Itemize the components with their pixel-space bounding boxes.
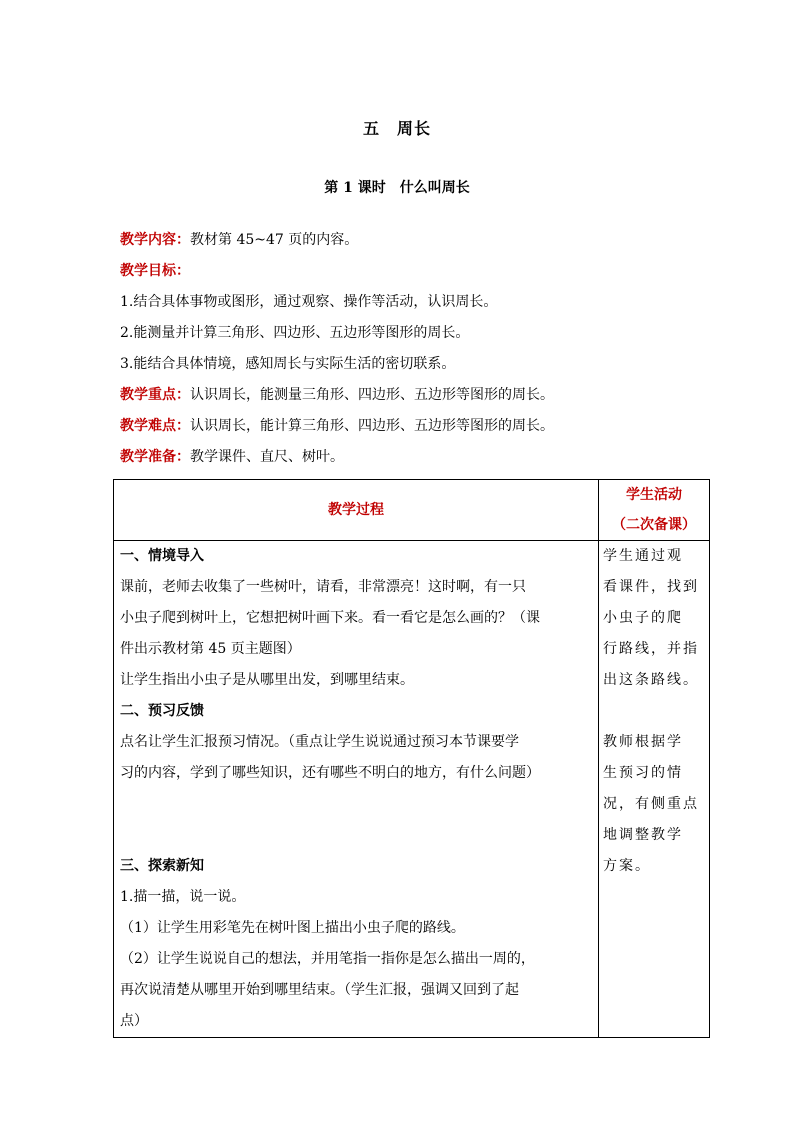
goals-line: [120, 261, 190, 281]
prep-label: 教学准备：: [120, 449, 190, 465]
key-label: 教学重点：: [120, 387, 190, 403]
prep-line: [120, 447, 344, 467]
content-text: 教材第 45~47 页的内容。: [190, 232, 359, 248]
process-line: 让学生指出小虫子是从哪里出发，到哪里结束。: [120, 672, 414, 688]
content-label: 教学内容：: [120, 232, 190, 248]
prep-text: 教学课件、直尺、树叶。: [190, 449, 344, 465]
difficulty-label: 教学难点：: [120, 418, 190, 434]
goal-item: 1.结合具体事物或图形，通过观察、操作等活动，认识周长。: [120, 294, 498, 310]
lesson-table: [113, 479, 710, 1038]
content-line: [120, 230, 358, 250]
process-cell: [114, 541, 599, 1038]
activity-header-line2: （二次备课）: [612, 517, 696, 533]
process-line: 点名让学生汇报预习情况。（重点让学生说说通过预习本节课要学: [120, 734, 519, 750]
activity-header-line1: 学生活动: [626, 487, 682, 503]
process-line: 件出示教材第 45 页主题图）: [120, 641, 301, 657]
process-line: 点）: [120, 1013, 148, 1029]
difficulty-text: 认识周长，能计算三角形、四边形、五边形等图形的周长。: [190, 418, 554, 434]
activity-line: 况，有侧重点: [603, 796, 699, 812]
key-line: [120, 385, 554, 405]
goal-item: 3.能结合具体情境，感知周长与实际生活的密切联系。: [120, 356, 456, 372]
lesson-title: 第 1 课时 什么叫周长: [324, 180, 470, 196]
activity-line: 方案。: [603, 858, 651, 874]
process-line: 习的内容，学到了哪些知识，还有哪些不明白的地方，有什么问题）: [120, 765, 540, 781]
activity-column-header: [599, 480, 710, 541]
process-column-header: 教学过程: [114, 480, 599, 541]
process-line: （2）让学生说说自己的想法，并用笔指一指你是怎么描出一周的，: [120, 951, 535, 967]
key-text: 认识周长，能测量三角形、四边形、五边形等图形的周长。: [190, 387, 554, 403]
section-title: 三、探索新知: [120, 858, 204, 874]
activity-line: 看课件，找到: [603, 579, 699, 595]
activity-line: 生预习的情: [603, 765, 683, 781]
spacer: [120, 789, 592, 851]
unit-title: 五 周长: [362, 119, 431, 138]
process-line: 再次说清楚从哪里开始到哪里结束。（学生汇报，强调又回到了起: [120, 982, 519, 998]
activity-line: 学生通过观: [603, 548, 683, 564]
activity-line: 小虫子的爬: [603, 610, 683, 626]
table-header-row: [114, 480, 710, 541]
activity-line: 出这条路线。: [603, 672, 699, 688]
goal-item: 2.能测量并计算三角形、四边形、五边形等图形的周长。: [120, 325, 470, 341]
activity-line: 地调整教学: [603, 827, 683, 843]
activity-cell: [599, 541, 710, 1038]
process-line: 课前，老师去收集了一些树叶，请看，非常漂亮！这时啊，有一只: [120, 579, 526, 595]
section-title: 一、情境导入: [120, 548, 204, 564]
difficulty-line: [120, 416, 554, 436]
activity-line: 行路线，并指: [603, 641, 699, 657]
section-title: 二、预习反馈: [120, 703, 204, 719]
spacer: [603, 696, 705, 727]
activity-line: 教师根据学: [603, 734, 683, 750]
process-line: 小虫子爬到树叶上，它想把树叶画下来。看一看它是怎么画的？（课: [120, 610, 540, 626]
goals-label: 教学目标：: [120, 263, 190, 279]
process-line: （1）让学生用彩笔先在树叶图上描出小虫子爬的路线。: [120, 920, 465, 936]
table-body-row: [114, 541, 710, 1038]
process-line: 1.描一描，说一说。: [120, 889, 246, 905]
